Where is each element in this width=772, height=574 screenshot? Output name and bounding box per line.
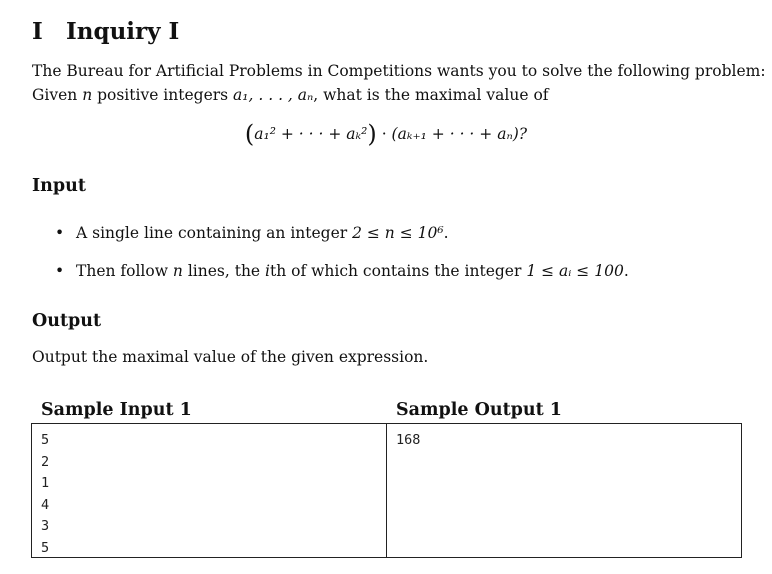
intro-text-suffix: , what is the maximal value of bbox=[313, 86, 549, 104]
intro-text-mid: positive integers bbox=[92, 86, 234, 104]
bullet-dot: • bbox=[55, 262, 65, 280]
problem-number: I bbox=[32, 18, 43, 45]
formula-left-paren: ( bbox=[244, 120, 255, 148]
intro-text-prefix: Given bbox=[32, 86, 83, 104]
bullet-text-suffix: . bbox=[623, 262, 629, 280]
input-bullet-1 bbox=[55, 224, 449, 242]
sample-output-content: 168 bbox=[396, 432, 421, 448]
sample-input-box[interactable] bbox=[31, 423, 387, 558]
intro-math-sequence: a₁, . . . , aₙ bbox=[233, 86, 314, 104]
intro-math-n: n bbox=[82, 86, 93, 104]
intro-line-1: The Bureau for Artificial Problems in Competitions wants you to solve the following problem: bbox=[32, 62, 766, 80]
sample-input-content: 5 2 1 4 3 5 bbox=[41, 432, 50, 556]
bullet-math: 1 ≤ aᵢ ≤ 100 bbox=[526, 262, 624, 280]
bullet-text-suffix: . bbox=[443, 224, 449, 242]
formula-sum-of-squares: a₁² + · · · + aₖ² bbox=[254, 125, 368, 143]
input-bullet-2 bbox=[55, 262, 629, 280]
sample-input-heading: Sample Input 1 bbox=[41, 400, 192, 420]
sample-output-box[interactable] bbox=[386, 423, 742, 558]
formula-right-paren: ) bbox=[367, 120, 377, 148]
output-description: Output the maximal value of the given expression. bbox=[32, 348, 429, 366]
bullet-dot: • bbox=[55, 224, 65, 242]
input-heading: Input bbox=[32, 176, 86, 196]
problem-title bbox=[32, 18, 179, 45]
bullet-math-i: i bbox=[265, 262, 270, 280]
problem-name: Inquiry I bbox=[66, 18, 180, 45]
bullet-text: th of which contains the integer bbox=[270, 262, 527, 280]
bullet-math-n: n bbox=[172, 262, 183, 280]
bullet-text: lines, the bbox=[182, 262, 266, 280]
sample-output-heading: Sample Output 1 bbox=[396, 400, 562, 420]
output-heading: Output bbox=[32, 311, 102, 331]
bullet-text: A single line containing an integer bbox=[76, 224, 353, 242]
bullet-math: 2 ≤ n ≤ 10⁶ bbox=[352, 224, 444, 242]
display-formula bbox=[0, 120, 772, 148]
bullet-text: Then follow bbox=[76, 262, 173, 280]
formula-tail-sum: (aₖ₊₁ + · · · + aₙ)? bbox=[391, 125, 528, 143]
intro-line-2 bbox=[32, 86, 549, 104]
formula-dot: · bbox=[376, 125, 392, 143]
